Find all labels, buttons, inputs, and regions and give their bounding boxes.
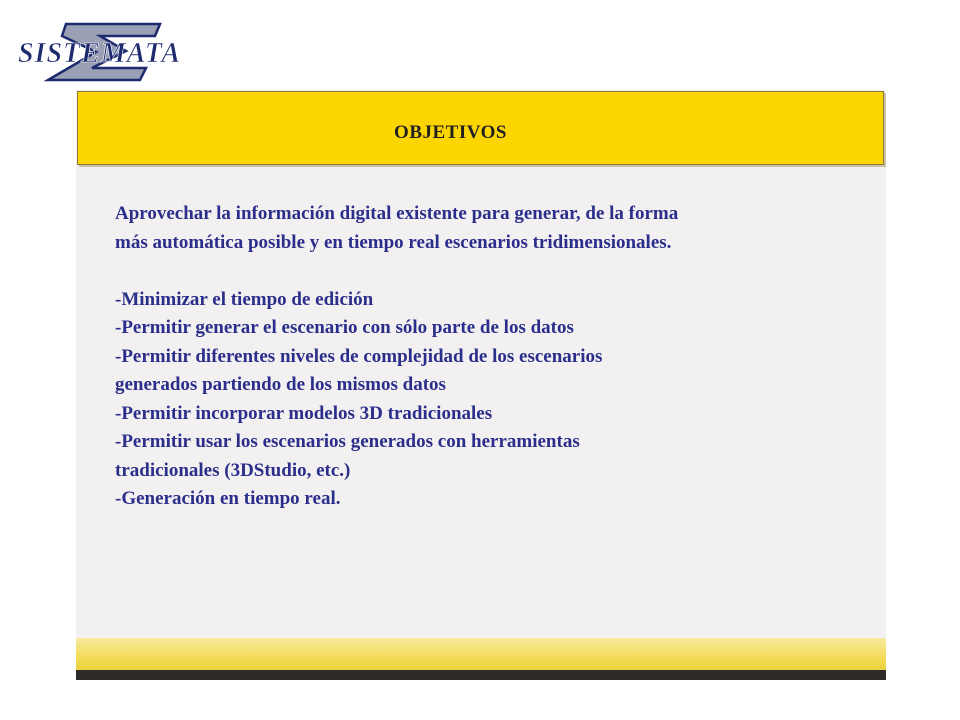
sigma-logo-icon <box>14 18 218 82</box>
bullet-line: -Permitir usar los escenarios generados con herramientas <box>115 431 580 452</box>
bullet-line: -Permitir incorporar modelos 3D tradicionales <box>115 402 493 424</box>
intro-line: más automática posible y en tiempo real escenarios tridimensionales. <box>115 231 672 253</box>
footer-bar <box>76 670 886 680</box>
logo-wordmark: SISTEMATA <box>18 38 182 69</box>
sistemata-logo <box>14 18 218 82</box>
intro-line: Aprovechar la información digital existente para generar, de la forma <box>115 203 679 224</box>
bullet-line: generados partiendo de los mismos datos <box>115 374 446 395</box>
bullet-line: -Permitir generar el escenario con sólo parte de los datos <box>115 317 574 338</box>
bullet-line: tradicionales (3DStudio, etc.) <box>115 459 351 481</box>
slide-title: OBJETIVOS <box>394 122 507 143</box>
bullet-line: -Permitir diferentes niveles de complejidad de los escenarios <box>115 345 603 367</box>
title-bar <box>77 91 884 165</box>
bullet-line: -Minimizar el tiempo de edición <box>115 288 374 310</box>
bullet-line: -Generación en tiempo real. <box>115 488 341 509</box>
slide-body <box>115 200 855 514</box>
